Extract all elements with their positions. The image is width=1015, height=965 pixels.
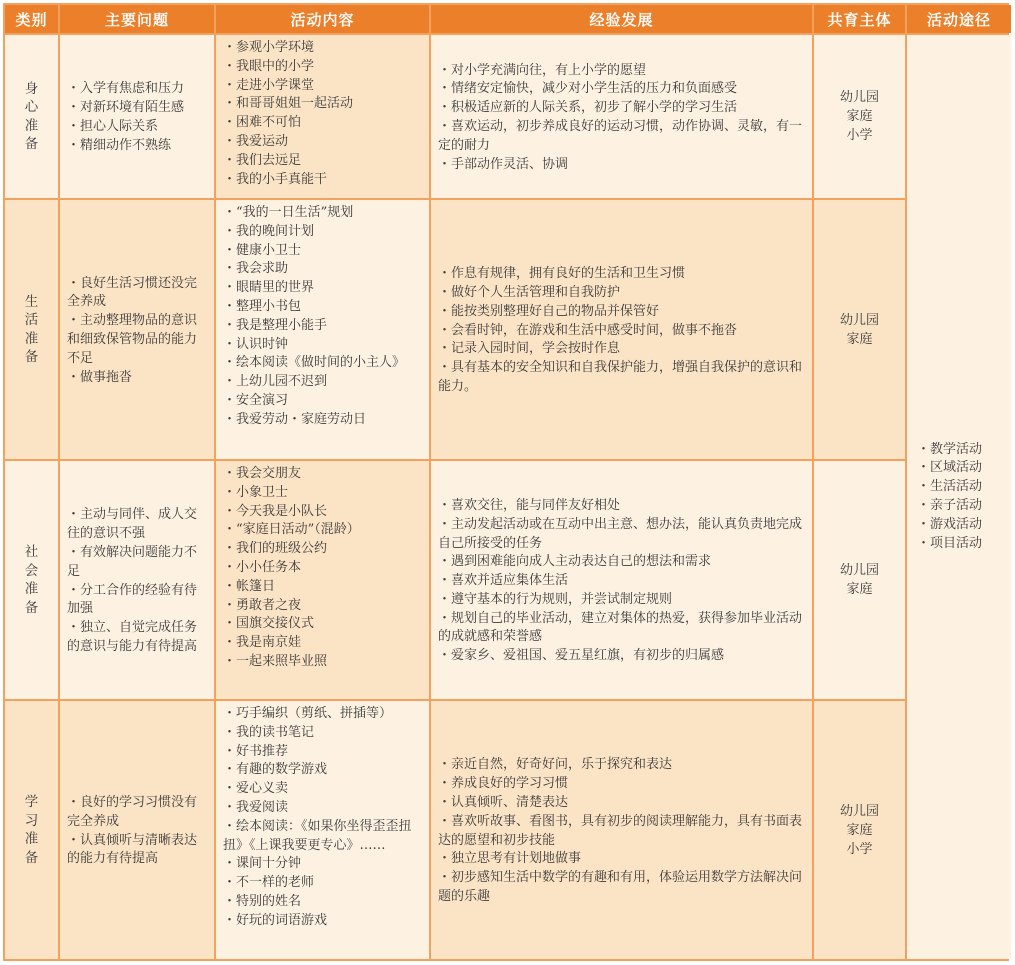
subjects-cell: [814, 461, 905, 699]
activity-item: ・“我的一日生活”规划: [223, 205, 354, 220]
header-activities: 活动内容: [216, 5, 429, 33]
activity-item: ・我是南京娃: [223, 635, 302, 651]
activity-item: ・巧手编织（剪纸、拼插等）: [223, 706, 393, 721]
development-item: ・作息有规律，拥有良好的生活和卫生习惯: [438, 266, 686, 282]
activity-item: ・好玩的词语游戏: [223, 912, 328, 928]
subject-item: 家庭: [846, 331, 873, 347]
activity-item: ・不一样的老师: [223, 875, 315, 891]
problem-item: ・有效解决问题能力不足: [67, 544, 198, 579]
way-item: ・项目活动: [917, 535, 983, 551]
development-item: ・具有基本的安全知识和自我保护能力，增强自我保护的意识和能力。: [438, 360, 803, 394]
category-cell: [5, 35, 58, 198]
category-label: 学习准备: [24, 794, 39, 866]
problems-cell: [60, 701, 214, 959]
activity-item: ・一起来照毕业照: [223, 653, 328, 669]
development-cell: [431, 701, 812, 959]
development-cell: [431, 200, 812, 459]
subject-item: 幼儿园: [839, 803, 879, 819]
problems-cell: [60, 461, 214, 699]
development-item: ・遇到困难能向成人主动表达自己的想法和需求: [438, 554, 712, 570]
development-item: ・对小学充满向往，有上小学的愿望: [438, 62, 647, 78]
activity-item: ・小象卫士: [223, 484, 289, 500]
activity-item: ・“家庭日活动”（混龄）: [223, 522, 360, 538]
activity-item: ・绘本阅读《做时间的小主人》: [223, 355, 406, 371]
category-cell: [5, 701, 58, 959]
category-cell: [5, 200, 58, 459]
activity-item: ・课间十分钟: [223, 856, 302, 872]
development-item: ・喜欢听故事、看图书，具有初步的阅读理解能力，具有书面表达的愿望和初步技能: [438, 813, 803, 848]
activity-item: ・今天我是小队长: [223, 503, 328, 519]
subject-item: 幼儿园: [839, 90, 879, 105]
development-item: ・能按类别整理好自己的物品并保管好: [438, 303, 660, 319]
activity-item: ・安全演习: [223, 392, 289, 408]
activity-item: ・勇敢者之夜: [223, 597, 302, 613]
activity-item: ・有趣的数学游戏: [223, 762, 328, 778]
activity-item: ・认识时钟: [223, 336, 289, 352]
activity-item: ・我们去远足: [223, 152, 302, 168]
activity-item: ・我会求助: [223, 261, 289, 277]
activity-item: ・我爱运动: [223, 133, 289, 149]
development-item: ・遵守基本的行为规则，并尝试制定规则: [438, 591, 673, 607]
activity-item: ・爱心义卖: [223, 781, 289, 797]
activities-cell: [216, 200, 429, 459]
problem-item: ・主动整理物品的意识和细致保管物品的能力不足: [67, 313, 198, 366]
way-item: ・区域活动: [917, 460, 983, 476]
problem-item: ・分工合作的经验有待加强: [67, 582, 198, 617]
header-ways: 活动途径: [907, 5, 1011, 33]
activity-item: ・上幼儿园不迟到: [223, 374, 328, 390]
problem-item: ・良好生活习惯还没完全养成: [67, 275, 198, 310]
development-item: ・积极适应新的人际关系，初步了解小学的学习生活: [438, 100, 738, 116]
activity-item: ・小小任务本: [223, 559, 302, 575]
header-subjects: 共育主体: [814, 5, 905, 33]
problem-item: ・担心人际关系: [67, 119, 159, 134]
subject-item: 家庭: [846, 822, 873, 838]
development-item: ・喜欢交往，能与同伴友好相处: [438, 497, 621, 513]
problem-item: ・精细动作不熟练: [67, 137, 172, 153]
activity-item: ・我眼中的小学: [223, 58, 315, 74]
way-item: ・教学活动: [917, 441, 983, 457]
way-item: ・生活活动: [917, 479, 983, 495]
activity-item: ・整理小书包: [223, 298, 302, 314]
activity-item: ・和哥哥姐姐一起活动: [223, 96, 354, 112]
subject-item: 幼儿园: [839, 312, 879, 328]
category-label: 社会准备: [24, 544, 39, 616]
problem-item: ・入学有焦虑和压力: [67, 81, 185, 97]
problem-item: ・对新环境有陌生感: [67, 100, 185, 116]
subjects-cell: [814, 701, 905, 959]
subject-item: 幼儿园: [839, 563, 879, 578]
problem-item: ・主动与同伴、成人交往的意识不强: [67, 507, 198, 542]
activity-item: ・健康小卫士: [223, 242, 302, 258]
activity-item: ・走进小学课堂: [223, 77, 315, 93]
development-item: ・做好个人生活管理和自我防护: [438, 285, 621, 300]
activities-cell: [216, 701, 429, 959]
development-item: ・规划自己的毕业活动，建立对集体的热爱，获得参加毕业活动的成就感和荣誉感: [438, 610, 803, 645]
way-item: ・亲子活动: [917, 498, 983, 513]
ways-cell: [907, 35, 1011, 959]
problem-item: ・做事拖沓: [67, 369, 133, 385]
category-label: 生活准备: [24, 293, 39, 365]
activities-cell: [216, 35, 429, 198]
development-item: ・喜欢并适应集体生活: [438, 573, 569, 589]
activity-item: ・我会交朋友: [223, 466, 302, 481]
development-item: ・会看时钟，在游戏和生活中感受时间，做事不拖沓: [438, 322, 738, 338]
problems-cell: [60, 200, 214, 459]
subjects-cell: [814, 200, 905, 459]
problem-item: ・独立、自觉完成任务的意识与能力有待提高: [67, 620, 198, 654]
activity-item: ・我爱劳动・家庭劳动日: [223, 411, 367, 427]
activity-item: ・国旗交接仪式: [223, 616, 315, 632]
header-problems: 主要问题: [60, 5, 214, 33]
activity-item: ・绘本阅读：《如果你坐得歪歪扭扭》《上课我要更专心》……: [223, 818, 412, 853]
header-category: 类别: [5, 5, 58, 33]
development-item: ・初步感知生活中数学的有趣和有用，体验运用数学方法解决问题的乐趣: [438, 870, 803, 904]
development-item: ・情绪安定愉快，减少对小学生活的压力和负面感受: [438, 81, 738, 97]
problem-item: ・认真倾听与清晰表达的能力有待提高: [67, 832, 198, 867]
category-label: 身心准备: [24, 80, 39, 152]
activity-item: ・我的晚间计划: [223, 223, 315, 239]
problem-item: ・良好的学习习惯没有完全养成: [67, 794, 198, 829]
development-item: ・主动发起活动或在互动中出主意、想办法，能认真负责地完成自己所接受的任务: [438, 516, 803, 551]
activity-item: ・我的读书笔记: [223, 724, 315, 740]
activity-item: ・帐篷日: [223, 578, 276, 594]
activity-table: [3, 3, 1009, 961]
activity-item: ・困难不可怕: [223, 115, 302, 131]
subject-item: 小学: [846, 841, 873, 857]
activity-item: ・好书推荐: [223, 743, 289, 759]
development-item: ・记录入园时间，学会按时作息: [438, 341, 621, 357]
development-cell: [431, 35, 812, 198]
development-item: ・认真倾听、清楚表达: [438, 794, 569, 810]
activity-item: ・我是整理小能手: [223, 317, 328, 333]
header-development: 经验发展: [431, 5, 812, 33]
subjects-cell: [814, 35, 905, 198]
subject-item: 小学: [846, 128, 873, 143]
development-item: ・养成良好的学习习惯: [438, 776, 569, 792]
development-item: ・手部动作灵活、协调: [438, 156, 569, 172]
activity-item: ・我们的班级公约: [223, 541, 328, 557]
development-item: ・亲近自然，好奇好问，乐于探究和表达: [438, 757, 673, 773]
subject-item: 家庭: [846, 582, 873, 597]
development-item: ・独立思考有计划地做事: [438, 851, 582, 867]
category-cell: [5, 461, 58, 699]
development-item: ・喜欢运动，初步养成良好的运动习惯，动作协调、灵敏，有一定的耐力: [438, 119, 803, 153]
activity-item: ・我爱阅读: [223, 799, 289, 815]
activity-item: ・特别的姓名: [223, 893, 302, 909]
activity-item: ・参观小学环境: [223, 40, 315, 55]
activity-item: ・眼睛里的世界: [223, 280, 315, 296]
development-cell: [431, 461, 812, 699]
way-item: ・游戏活动: [917, 516, 983, 532]
activities-cell: [216, 461, 429, 699]
subject-item: 家庭: [846, 109, 873, 124]
activity-item: ・我的小手真能干: [223, 171, 328, 187]
development-item: ・爱家乡、爱祖国、爱五星红旗，有初步的归属感: [438, 648, 725, 664]
problems-cell: [60, 35, 214, 198]
